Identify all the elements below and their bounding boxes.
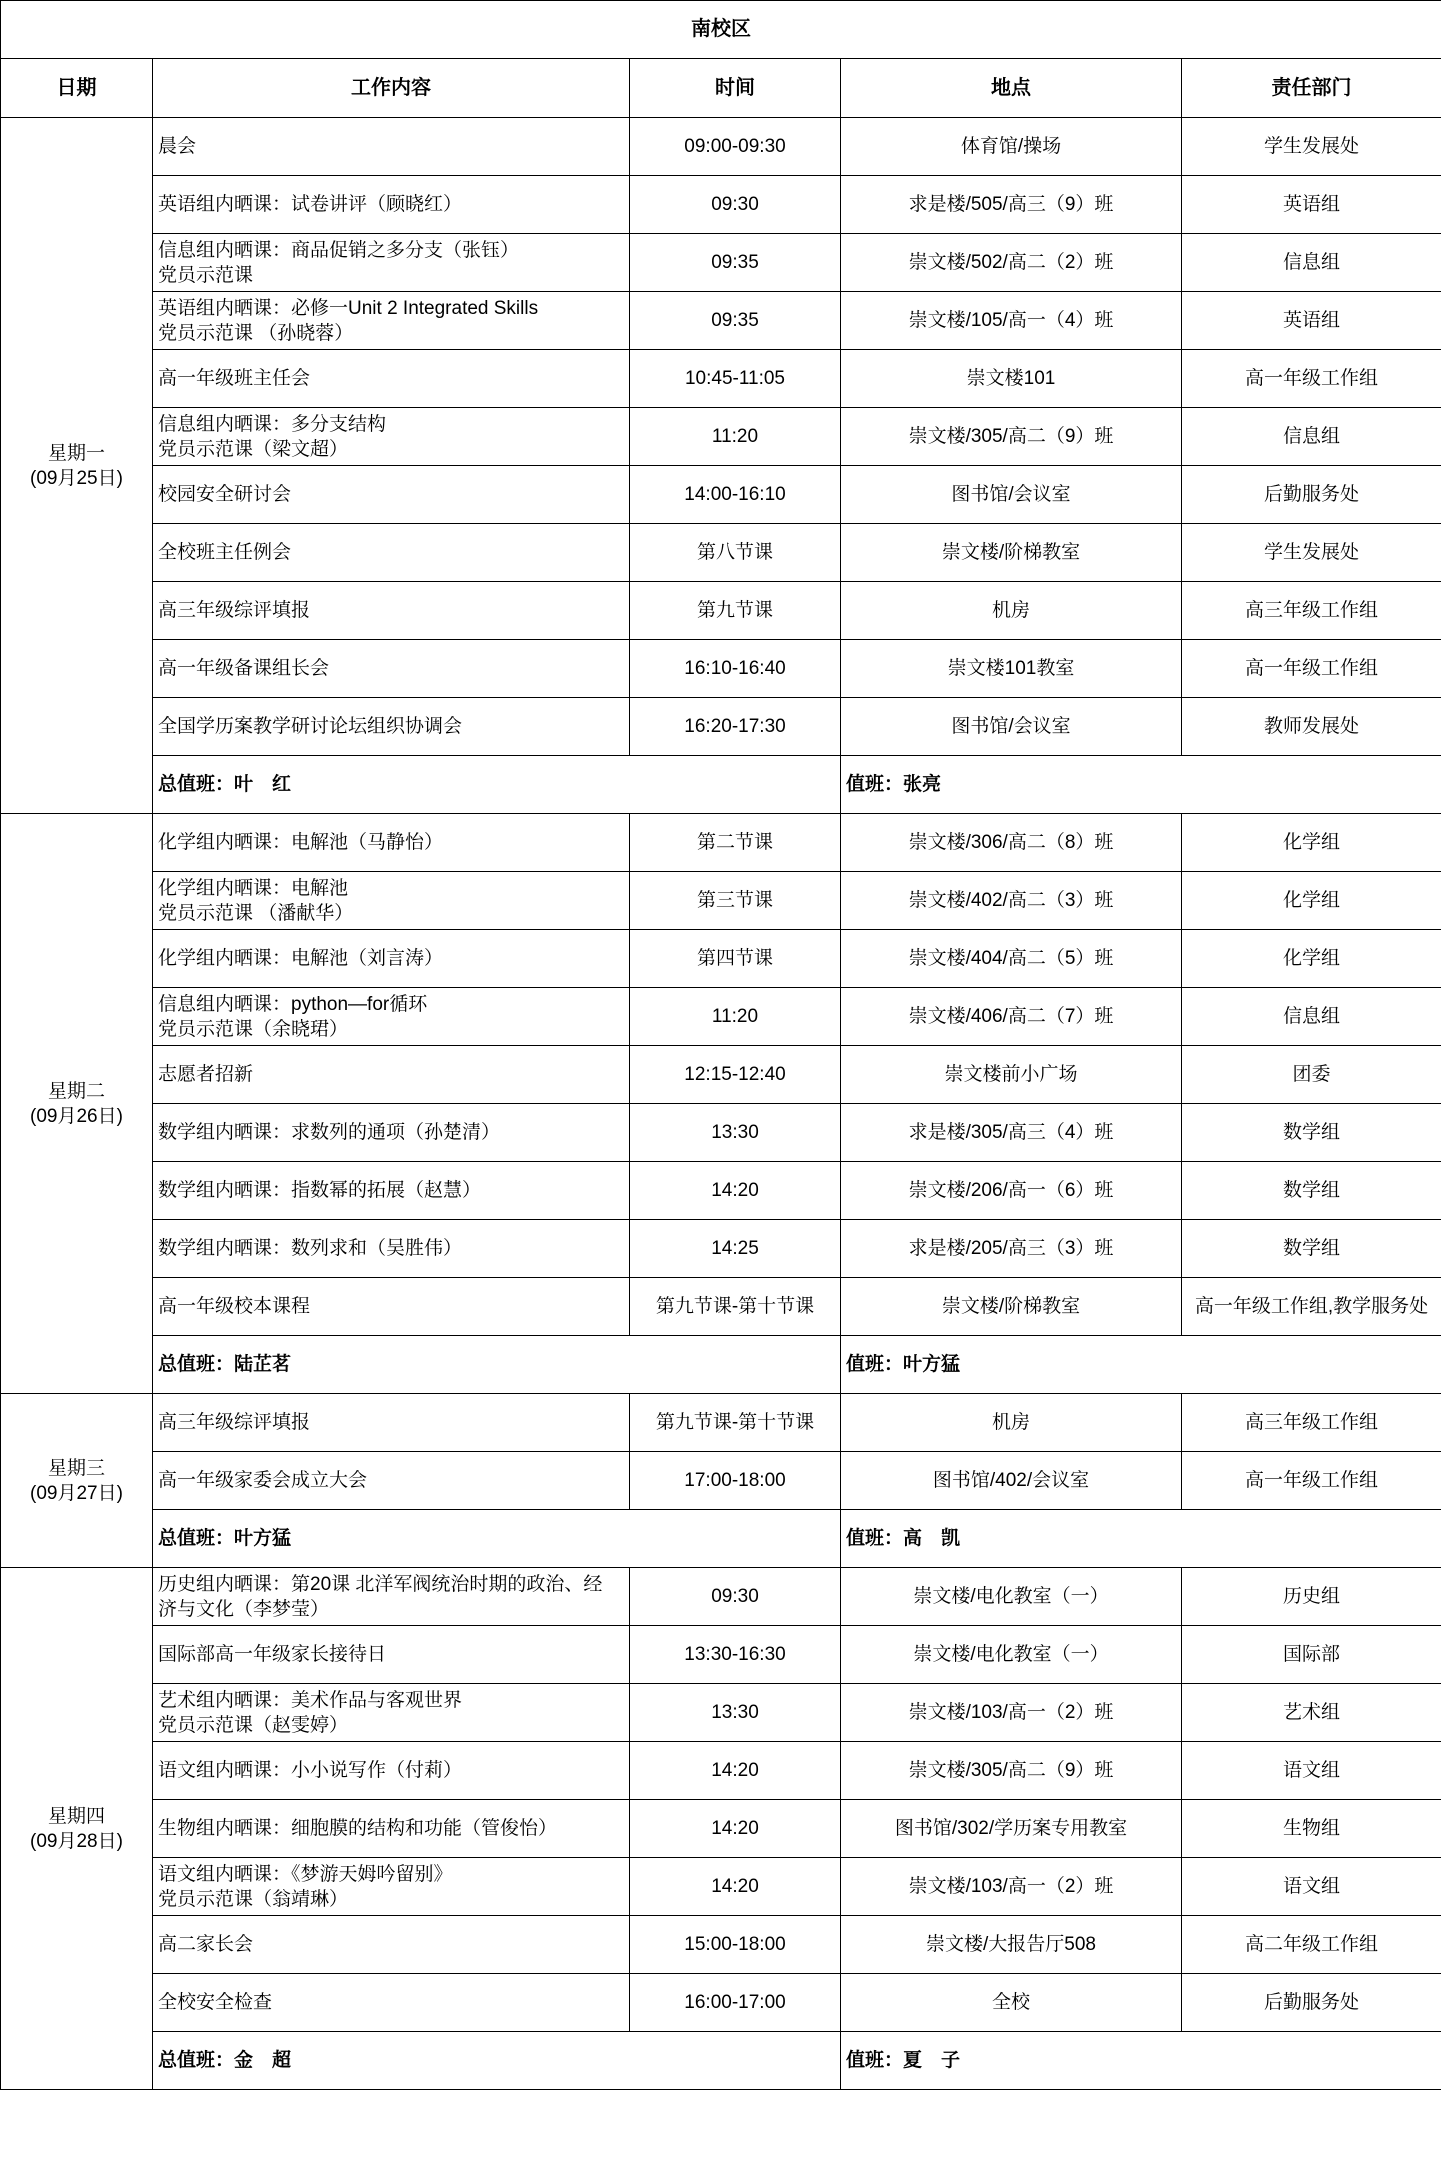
event-content-line: 志愿者招新 <box>158 1064 254 1085</box>
day-weekday: 星期四 <box>47 1805 105 1827</box>
event-content <box>153 1916 630 1974</box>
event-content <box>153 930 630 988</box>
event-row <box>1 234 1441 292</box>
event-content-line: 化学组内晒课：电解池（刘言涛） <box>158 948 444 969</box>
event-time: 09:35 <box>630 292 841 350</box>
day-cell <box>1 118 153 814</box>
event-time: 第四节课 <box>630 930 841 988</box>
event-content-line2: 济与文化（李梦莹） <box>158 1598 330 1620</box>
event-content-line: 艺术组内晒课：美术作品与客观世界 <box>158 1689 463 1711</box>
event-content <box>153 408 630 466</box>
event-row <box>1 1568 1441 1626</box>
event-location: 崇文楼/103/高一（2）班 <box>841 1684 1182 1742</box>
event-time: 第九节课 <box>630 582 841 640</box>
event-location: 崇文楼/103/高一（2）班 <box>841 1858 1182 1916</box>
event-time: 12:15-12:40 <box>630 1046 841 1104</box>
header-time: 时间 <box>630 59 841 118</box>
event-content-line: 英语组内晒课：必修一Unit 2 Integrated Skills <box>158 297 539 319</box>
event-time: 14:20 <box>630 1742 841 1800</box>
event-time: 第三节课 <box>630 872 841 930</box>
event-content <box>153 1858 630 1916</box>
event-department: 高一年级工作组 <box>1182 1452 1441 1510</box>
event-department: 历史组 <box>1182 1568 1441 1626</box>
event-content-line: 信息组内晒课：商品促销之多分支（张钰） <box>158 239 520 261</box>
event-location: 崇文楼/402/高二（3）班 <box>841 872 1182 930</box>
event-content <box>153 524 630 582</box>
duty: 值班：高 凯 <box>841 1510 1441 1568</box>
event-time: 09:00-09:30 <box>630 118 841 176</box>
event-content-line: 信息组内晒课：多分支结构 <box>158 413 387 435</box>
event-content-line: 高三年级综评填报 <box>158 600 311 621</box>
event-content-line2: 党员示范课 （潘献华） <box>158 902 354 924</box>
event-time: 11:20 <box>630 408 841 466</box>
event-row <box>1 524 1441 582</box>
event-row <box>1 872 1441 930</box>
event-department: 化学组 <box>1182 814 1441 872</box>
event-department: 艺术组 <box>1182 1684 1441 1742</box>
event-row <box>1 698 1441 756</box>
event-location: 图书馆/402/会议室 <box>841 1452 1182 1510</box>
event-time: 15:00-18:00 <box>630 1916 841 1974</box>
event-department: 信息组 <box>1182 988 1441 1046</box>
day-date: (09月26日) <box>30 1105 123 1127</box>
event-row <box>1 640 1441 698</box>
duty-row <box>1 1510 1441 1568</box>
event-content <box>153 1394 630 1452</box>
event-department: 高三年级工作组 <box>1182 1394 1441 1452</box>
event-content <box>153 176 630 234</box>
event-location: 求是楼/205/高三（3）班 <box>841 1220 1182 1278</box>
event-time: 14:20 <box>630 1800 841 1858</box>
event-department: 国际部 <box>1182 1626 1441 1684</box>
day-cell <box>1 1568 153 2090</box>
duty: 值班：叶方猛 <box>841 1336 1441 1394</box>
event-content-line2: 党员示范课 （孙晓蓉） <box>158 322 354 344</box>
event-content <box>153 1974 630 2032</box>
event-content <box>153 872 630 930</box>
event-department: 信息组 <box>1182 408 1441 466</box>
event-location: 崇文楼/大报告厅508 <box>841 1916 1182 1974</box>
event-content-line: 高一年级备课组长会 <box>158 658 330 679</box>
chief-duty: 总值班：陆芷茗 <box>153 1336 841 1394</box>
day-weekday: 星期一 <box>47 442 105 464</box>
event-content <box>153 1800 630 1858</box>
event-content-line: 校园安全研讨会 <box>158 484 292 505</box>
event-time: 第九节课-第十节课 <box>630 1394 841 1452</box>
event-row <box>1 1742 1441 1800</box>
title-row <box>1 1 1441 59</box>
event-department: 团委 <box>1182 1046 1441 1104</box>
event-department: 教师发展处 <box>1182 698 1441 756</box>
event-content-line2: 党员示范课（翁靖琳） <box>158 1888 349 1910</box>
event-location: 崇文楼/105/高一（4）班 <box>841 292 1182 350</box>
event-department: 学生发展处 <box>1182 118 1441 176</box>
event-content <box>153 1162 630 1220</box>
event-location: 崇文楼/电化教室（一） <box>841 1568 1182 1626</box>
event-time: 第二节课 <box>630 814 841 872</box>
event-time: 16:20-17:30 <box>630 698 841 756</box>
event-time: 14:00-16:10 <box>630 466 841 524</box>
event-content <box>153 118 630 176</box>
event-content-line: 信息组内晒课：python—for循环 <box>158 993 428 1015</box>
event-location: 崇文楼101教室 <box>841 640 1182 698</box>
event-time: 14:20 <box>630 1162 841 1220</box>
event-department: 数学组 <box>1182 1162 1441 1220</box>
event-time: 13:30-16:30 <box>630 1626 841 1684</box>
event-row <box>1 1046 1441 1104</box>
event-time: 16:00-17:00 <box>630 1974 841 2032</box>
event-content-line: 高一年级校本课程 <box>158 1296 311 1317</box>
header-date: 日期 <box>1 59 153 118</box>
event-content <box>153 350 630 408</box>
event-content-line: 数学组内晒课：指数幂的拓展（赵慧） <box>158 1180 482 1201</box>
duty-row <box>1 756 1441 814</box>
duty-row <box>1 1336 1441 1394</box>
event-location: 崇文楼/306/高二（8）班 <box>841 814 1182 872</box>
event-location: 崇文楼101 <box>841 350 1182 408</box>
event-time: 09:35 <box>630 234 841 292</box>
event-content <box>153 698 630 756</box>
event-department: 化学组 <box>1182 872 1441 930</box>
event-location: 崇文楼前小广场 <box>841 1046 1182 1104</box>
event-time: 09:30 <box>630 176 841 234</box>
event-row <box>1 1278 1441 1336</box>
event-location: 图书馆/会议室 <box>841 466 1182 524</box>
event-row <box>1 1916 1441 1974</box>
event-department: 语文组 <box>1182 1858 1441 1916</box>
event-row <box>1 1684 1441 1742</box>
event-content-line2: 党员示范课（梁文超） <box>158 438 349 460</box>
event-row <box>1 408 1441 466</box>
event-time: 14:25 <box>630 1220 841 1278</box>
event-content-line: 生物组内晒课：细胞膜的结构和功能（管俊怡） <box>158 1818 558 1839</box>
event-time: 14:20 <box>630 1858 841 1916</box>
campus-title: 南校区 <box>1 1 1441 59</box>
day-date: (09月27日) <box>30 1482 123 1504</box>
event-location: 崇文楼/电化教室（一） <box>841 1626 1182 1684</box>
event-time: 10:45-11:05 <box>630 350 841 408</box>
event-row <box>1 1452 1441 1510</box>
event-time: 13:30 <box>630 1684 841 1742</box>
event-location: 图书馆/302/学历案专用教室 <box>841 1800 1182 1858</box>
event-content <box>153 1742 630 1800</box>
event-content <box>153 1104 630 1162</box>
event-row <box>1 292 1441 350</box>
event-content-line2: 党员示范课 <box>158 264 254 286</box>
day-date: (09月28日) <box>30 1830 123 1852</box>
event-content-line: 化学组内晒课：电解池 <box>158 877 349 899</box>
event-content <box>153 988 630 1046</box>
event-row <box>1 1858 1441 1916</box>
event-row <box>1 814 1441 872</box>
event-content-line: 晨会 <box>158 136 197 157</box>
event-location: 崇文楼/305/高二（9）班 <box>841 408 1182 466</box>
chief-duty: 总值班：叶 红 <box>153 756 841 814</box>
event-location: 崇文楼/阶梯教室 <box>841 524 1182 582</box>
event-content <box>153 1278 630 1336</box>
event-content-line: 语文组内晒课：《梦游天姆吟留别》 <box>158 1863 453 1885</box>
event-content <box>153 1452 630 1510</box>
event-content-line: 全国学历案教学研讨论坛组织协调会 <box>158 716 463 737</box>
event-time: 13:30 <box>630 1104 841 1162</box>
event-content-line: 高一年级班主任会 <box>158 368 311 389</box>
event-content <box>153 1626 630 1684</box>
event-location: 崇文楼/502/高二（2）班 <box>841 234 1182 292</box>
header-row <box>1 59 1441 118</box>
event-time: 09:30 <box>630 1568 841 1626</box>
event-department: 数学组 <box>1182 1220 1441 1278</box>
day-cell <box>1 814 153 1394</box>
event-department: 高一年级工作组 <box>1182 640 1441 698</box>
event-content-line: 国际部高一年级家长接待日 <box>158 1644 387 1665</box>
event-department: 生物组 <box>1182 1800 1441 1858</box>
event-department: 英语组 <box>1182 292 1441 350</box>
event-content-line: 全校班主任例会 <box>158 542 292 563</box>
event-location: 崇文楼/305/高二（9）班 <box>841 1742 1182 1800</box>
event-location: 求是楼/505/高三（9）班 <box>841 176 1182 234</box>
event-department: 高三年级工作组 <box>1182 582 1441 640</box>
event-content-line: 历史组内晒课：第20课 北洋军阀统治时期的政治、经 <box>158 1573 603 1595</box>
event-content <box>153 1684 630 1742</box>
duty: 值班：夏 子 <box>841 2032 1441 2090</box>
event-location: 图书馆/会议室 <box>841 698 1182 756</box>
event-row <box>1 1394 1441 1452</box>
event-content <box>153 814 630 872</box>
event-time: 17:00-18:00 <box>630 1452 841 1510</box>
event-content <box>153 234 630 292</box>
day-weekday: 星期二 <box>47 1080 105 1102</box>
event-row <box>1 1162 1441 1220</box>
event-content <box>153 292 630 350</box>
event-location: 机房 <box>841 1394 1182 1452</box>
event-row <box>1 118 1441 176</box>
event-location: 崇文楼/406/高二（7）班 <box>841 988 1182 1046</box>
day-weekday: 星期三 <box>47 1457 105 1479</box>
event-content <box>153 640 630 698</box>
event-content-line: 高二家长会 <box>158 1934 254 1955</box>
event-time: 第八节课 <box>630 524 841 582</box>
event-content-line: 高三年级综评填报 <box>158 1412 311 1433</box>
event-department: 学生发展处 <box>1182 524 1441 582</box>
event-row <box>1 1626 1441 1684</box>
event-department: 信息组 <box>1182 234 1441 292</box>
event-row <box>1 1220 1441 1278</box>
event-row <box>1 176 1441 234</box>
day-cell <box>1 1394 153 1568</box>
event-department: 英语组 <box>1182 176 1441 234</box>
event-content <box>153 1220 630 1278</box>
event-time: 第九节课-第十节课 <box>630 1278 841 1336</box>
event-time: 16:10-16:40 <box>630 640 841 698</box>
event-department: 语文组 <box>1182 1742 1441 1800</box>
chief-duty: 总值班：叶方猛 <box>153 1510 841 1568</box>
event-content-line: 化学组内晒课：电解池（马静怡） <box>158 832 444 853</box>
day-date: (09月25日) <box>30 467 123 489</box>
event-row <box>1 350 1441 408</box>
event-content <box>153 1046 630 1104</box>
header-content: 工作内容 <box>153 59 630 118</box>
duty-row <box>1 2032 1441 2090</box>
event-location: 崇文楼/阶梯教室 <box>841 1278 1182 1336</box>
event-department: 后勤服务处 <box>1182 1974 1441 2032</box>
event-location: 崇文楼/206/高一（6）班 <box>841 1162 1182 1220</box>
event-row <box>1 1800 1441 1858</box>
header-location: 地点 <box>841 59 1182 118</box>
event-row <box>1 988 1441 1046</box>
event-content <box>153 466 630 524</box>
event-department: 高二年级工作组 <box>1182 1916 1441 1974</box>
event-department: 后勤服务处 <box>1182 466 1441 524</box>
event-row <box>1 466 1441 524</box>
event-row <box>1 1974 1441 2032</box>
event-content-line: 高一年级家委会成立大会 <box>158 1470 368 1491</box>
event-row <box>1 1104 1441 1162</box>
event-content-line: 语文组内晒课：小小说写作（付莉） <box>158 1760 463 1781</box>
event-location: 体育馆/操场 <box>841 118 1182 176</box>
duty: 值班：张亮 <box>841 756 1441 814</box>
event-content-line: 数学组内晒课：数列求和（吴胜伟） <box>158 1238 463 1259</box>
event-content <box>153 582 630 640</box>
event-content-line2: 党员示范课（余晓珺） <box>158 1018 349 1040</box>
event-time: 11:20 <box>630 988 841 1046</box>
event-content-line: 数学组内晒课：求数列的通项（孙楚清） <box>158 1122 501 1143</box>
event-content <box>153 1568 630 1626</box>
event-content-line: 全校安全检查 <box>158 1992 273 2013</box>
event-department: 高一年级工作组 <box>1182 350 1441 408</box>
chief-duty: 总值班：金 超 <box>153 2032 841 2090</box>
event-row <box>1 582 1441 640</box>
event-row <box>1 930 1441 988</box>
event-content-line: 英语组内晒课：试卷讲评（顾晓红） <box>158 194 463 215</box>
event-location: 崇文楼/404/高二（5）班 <box>841 930 1182 988</box>
event-location: 求是楼/305/高三（4）班 <box>841 1104 1182 1162</box>
header-department: 责任部门 <box>1182 59 1441 118</box>
event-location: 全校 <box>841 1974 1182 2032</box>
event-location: 机房 <box>841 582 1182 640</box>
event-content-line2: 党员示范课（赵雯婷） <box>158 1714 349 1736</box>
event-department: 数学组 <box>1182 1104 1441 1162</box>
event-department: 化学组 <box>1182 930 1441 988</box>
event-department: 高一年级工作组,教学服务处 <box>1182 1278 1441 1336</box>
